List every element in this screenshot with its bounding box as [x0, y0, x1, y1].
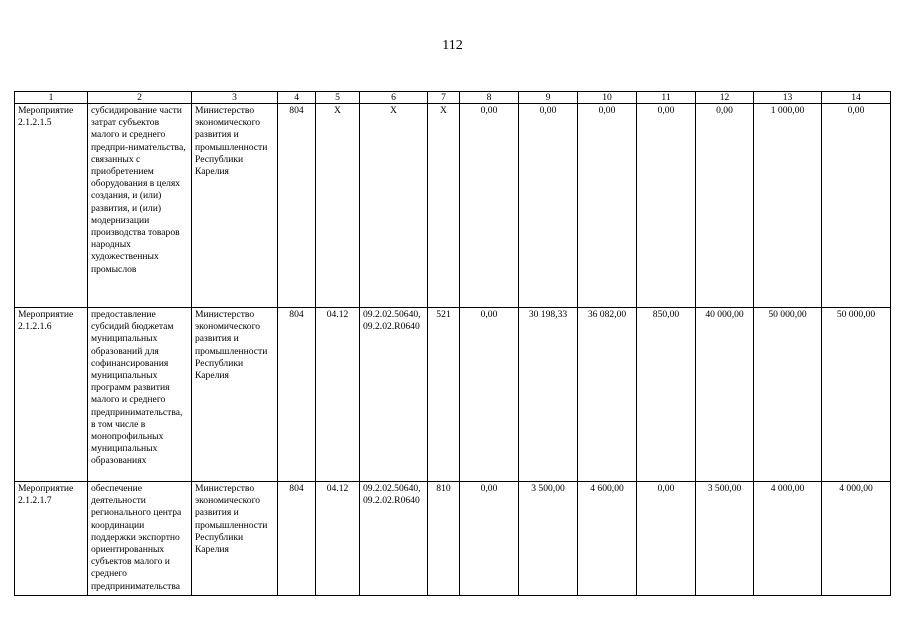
value-cell: 0,00: [822, 104, 891, 308]
header-row: [15, 92, 891, 104]
table-row: [15, 482, 891, 596]
activity-cell: Мероприятие 2.1.2.1.6: [15, 308, 88, 482]
grbs-cell: 804: [278, 104, 316, 308]
rzpr-cell: 04.12: [316, 482, 360, 596]
activity-cell: Мероприятие 2.1.2.1.7: [15, 482, 88, 596]
rzpr-cell: 04.12: [316, 308, 360, 482]
value-cell: 0,00: [578, 104, 637, 308]
column-header: 12: [696, 92, 754, 104]
table-row: [15, 104, 891, 308]
value-cell: 3 500,00: [696, 482, 754, 596]
column-header: 8: [460, 92, 519, 104]
grbs-cell: 804: [278, 482, 316, 596]
column-header: 14: [822, 92, 891, 104]
vr-cell: 521: [428, 308, 460, 482]
rzpr-cell: X: [316, 104, 360, 308]
column-header: 3: [192, 92, 278, 104]
value-cell: 36 082,00: [578, 308, 637, 482]
value-cell: 0,00: [460, 308, 519, 482]
value-cell: 0,00: [460, 482, 519, 596]
value-cell: 40 000,00: [696, 308, 754, 482]
value-cell: 50 000,00: [754, 308, 822, 482]
executor-cell: Министерство экономического развития и промышленности Республики Карелия: [192, 482, 278, 596]
csr-cell: 09.2.02.50640, 09.2.02.R0640: [360, 482, 428, 596]
vr-cell: X: [428, 104, 460, 308]
description-cell: субсидирование части затрат субъектов малого и среднего предпри-нимательства, связанных с приобретением оборудования в целях создания, и (или) развития, и (или) модернизации производства товаров народных художественных промыслов: [88, 104, 192, 308]
page-number: 112: [442, 38, 463, 53]
value-cell: 0,00: [460, 104, 519, 308]
value-cell: 850,00: [637, 308, 696, 482]
column-header: 4: [278, 92, 316, 104]
value-cell: 50 000,00: [822, 308, 891, 482]
column-header: 10: [578, 92, 637, 104]
csr-cell: 09.2.02.50640, 09.2.02.R0640: [360, 308, 428, 482]
executor-cell: Министерство экономического развития и промышленности Республики Карелия: [192, 308, 278, 482]
value-cell: 30 198,33: [519, 308, 578, 482]
value-cell: 4 000,00: [822, 482, 891, 596]
description-cell: предоставление субсидий бюджетам муниципальных образований для софинансирования муниципальных программ развития малого и среднего предпринимательства, в том числе в монопрофильных муниципальных образованиях: [88, 308, 192, 482]
column-header: 1: [15, 92, 88, 104]
column-header: 7: [428, 92, 460, 104]
value-cell: 4 000,00: [754, 482, 822, 596]
description-cell: обеспечение деятельности регионального центра координации поддержки экспортно ориентированных субъектов малого и среднего предпринимательства: [88, 482, 192, 596]
column-header: 13: [754, 92, 822, 104]
value-cell: 0,00: [696, 104, 754, 308]
vr-cell: 810: [428, 482, 460, 596]
column-header: 6: [360, 92, 428, 104]
table-row: [15, 308, 891, 482]
value-cell: 3 500,00: [519, 482, 578, 596]
column-header: 5: [316, 92, 360, 104]
column-header: 2: [88, 92, 192, 104]
value-cell: 0,00: [519, 104, 578, 308]
column-header: 11: [637, 92, 696, 104]
column-header: 9: [519, 92, 578, 104]
grbs-cell: 804: [278, 308, 316, 482]
value-cell: 4 600,00: [578, 482, 637, 596]
budget-table: [14, 91, 891, 596]
value-cell: 1 000,00: [754, 104, 822, 308]
value-cell: 0,00: [637, 104, 696, 308]
activity-cell: Мероприятие 2.1.2.1.5: [15, 104, 88, 308]
value-cell: 0,00: [637, 482, 696, 596]
executor-cell: Министерство экономического развития и промышленности Республики Карелия: [192, 104, 278, 308]
csr-cell: X: [360, 104, 428, 308]
